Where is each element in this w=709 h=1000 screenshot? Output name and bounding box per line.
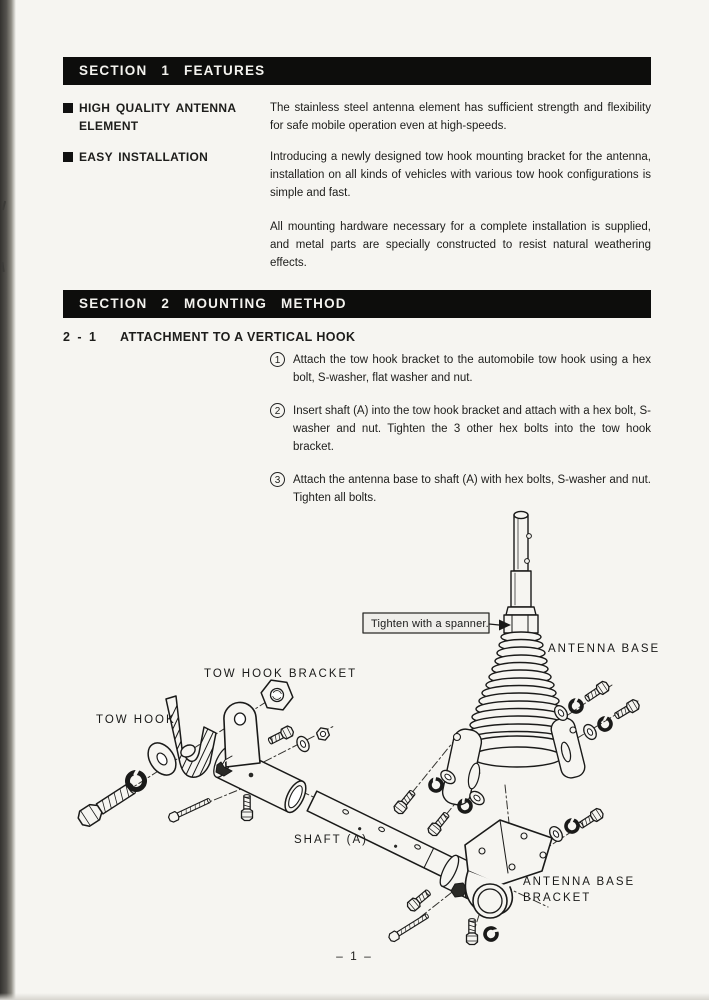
feature-1-heading-text: HIGH QUALITY ANTENNA ELEMENT [79,101,236,133]
paragraph: The stainless steel antenna element has sufficient strength and flexibility for safe mobile operation even at high-speeds. [270,102,651,132]
spanner-callout-text: Tighten with a spanner. [371,618,489,630]
feature-2-heading-text: EASY INSTALLATION [79,150,209,164]
scan-bottom-edge [0,993,709,1000]
subsection-number: 2 - 1 [63,330,99,344]
spanner-callout [363,613,511,633]
step-2-text: Insert shaft (A) into the tow hook bracket and attach with a hex bolt, S-washer and nut. Tighten the 3 other hex bolts into the tow hook bracket. [293,405,651,453]
paragraph: Introducing a newly designed tow hook mounting bracket for the antenna, installation on all kinds of vehicles with various tow hook configurations is simple and fast. [270,151,651,199]
step-1 [270,351,651,387]
label-shaft-a: SHAFT (A) [294,834,369,846]
mounting-diagram [0,505,709,960]
section-2-header [63,290,651,318]
feature-2-heading [63,148,263,166]
tow-hook-bracket-drawing [210,702,310,815]
feature-1-body [270,99,651,151]
section-1-title: SECTION 1 FEATURES [79,63,266,78]
label-tow-hook: TOW HOOK [96,714,176,726]
section-1-header [63,57,651,85]
step-3-number: 3 [270,472,285,487]
step-2-number: 2 [270,403,285,418]
step-1-text: Attach the tow hook bracket to the automobile tow hook using a hex bolt, S-washer, flat washer and nut. [293,354,651,384]
feature-1-heading [63,99,263,135]
square-bullet-icon [63,152,73,162]
subsection-heading [63,330,355,344]
label-antenna-base: ANTENNA BASE [548,643,661,655]
step-list [270,351,651,522]
square-bullet-icon [63,103,73,113]
step-3 [270,471,651,507]
paragraph: All mounting hardware necessary for a complete installation is supplied, and metal parts are specially constructed to resist natural weathering effects. [270,221,651,269]
page-number: – 1 – [336,949,373,963]
label-tow-hook-bracket: TOW HOOK BRACKET [204,668,358,680]
step-2 [270,402,651,456]
antenna-base-drawing [440,511,586,807]
label-antenna-base-bracket-2: BRACKET [523,892,592,904]
step-3-text: Attach the antenna base to shaft (A) with hex bolts, S-washer and nut. Tighten all bolts. [293,474,651,504]
label-antenna-base-bracket-1: ANTENNA BASE [523,876,636,888]
subsection-title: ATTACHMENT TO A VERTICAL HOOK [120,330,356,344]
feature-2-body [270,148,651,288]
section-2-title: SECTION 2 MOUNTING METHOD [79,296,347,311]
step-1-number: 1 [270,352,285,367]
hex-nut-drawing [259,679,295,711]
